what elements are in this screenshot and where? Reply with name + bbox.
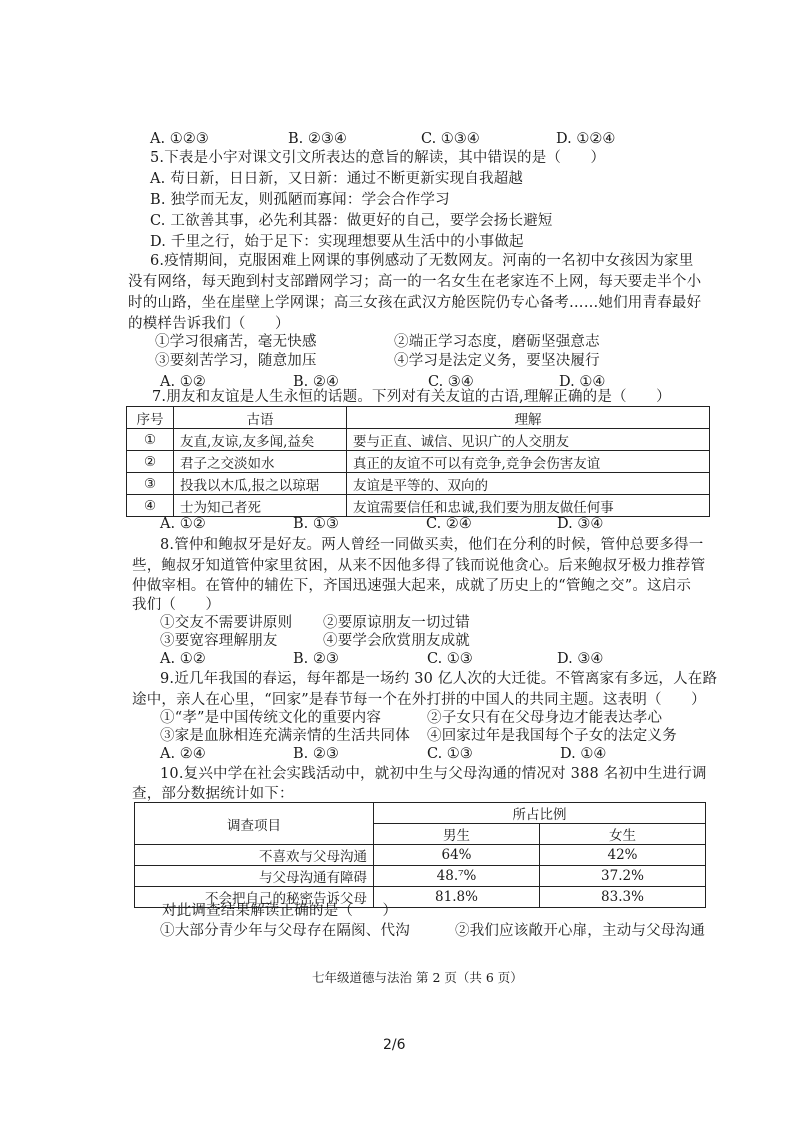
table-cell: 与父母沟通有障碍 — [135, 866, 374, 887]
q6-option-b: B. ②④ — [293, 374, 339, 390]
table-cell: 42% — [540, 845, 706, 866]
q6-stem-line: 没有网络，每天跑到村支部蹭网学习；高一的一名女生在老家连不上网，每天要走半个小 — [128, 274, 702, 290]
q10-item-2: ②我们应该敞开心扉，主动与父母沟通 — [455, 923, 705, 939]
q5-option-b: B. 独学而无友，则孤陋而寡闻：学会合作学习 — [150, 192, 450, 208]
table-header: 所占比例 — [374, 803, 706, 824]
table-row — [135, 845, 706, 866]
q8-item-2: ②要原谅朋友一切过错 — [323, 615, 470, 631]
table-header: 男生 — [374, 824, 540, 845]
q7-option-a: A. ①② — [160, 516, 206, 532]
q5-option-d: D. 千里之行，始于足下：实现理想要从生活中的小事做起 — [150, 234, 524, 250]
table-header: 调查项目 — [135, 803, 374, 845]
table-cell: ② — [127, 451, 174, 473]
q9-option-c: C. ①③ — [427, 746, 473, 762]
table-cell: 37.2% — [540, 866, 706, 887]
q7-option-d: D. ③④ — [557, 516, 604, 532]
table-header-row — [127, 407, 710, 429]
table-header: 理解 — [347, 407, 710, 429]
q8-item-3: ③要宽容理解朋友 — [160, 633, 278, 649]
table-cell: 友谊需要信任和忠诚,我们要为朋友做任何事 — [347, 495, 710, 517]
q9-item-2: ②子女只有在父母身边才能表达孝心 — [427, 710, 663, 726]
table-row — [127, 451, 710, 473]
q6-item-4: ④学习是法定义务，要坚决履行 — [394, 353, 600, 369]
q7-option-b: B. ①③ — [293, 516, 339, 532]
q7-table — [126, 406, 710, 517]
table-cell: 士为知己者死 — [174, 495, 347, 517]
table-row — [127, 495, 710, 517]
q8-option-c: C. ①③ — [427, 651, 473, 667]
q9-option-a: A. ②④ — [160, 746, 206, 762]
q6-option-c: C. ③④ — [428, 374, 474, 390]
q6-stem-line: 时的山路，坐在崖壁上学网课；高三女孩在武汉方舱医院仍专心备考……她们用青春最好 — [128, 295, 702, 311]
q6-item-3: ③要刻苦学习，随意加压 — [155, 353, 317, 369]
q9-stem-line: 9.近几年我国的春运，每年都是一场约 30 亿人次的大迁徙。不管离家有多远，人在路 — [160, 671, 718, 687]
table-cell: 48.⁷% — [374, 866, 540, 887]
q9-option-b: B. ②③ — [293, 746, 339, 762]
q4-option-a: A. ①②③ — [150, 131, 209, 147]
q4-option-d: D. ①②④ — [556, 131, 616, 147]
q8-item-4: ④要学会欣赏朋友成就 — [323, 633, 470, 649]
q4-option-c: C. ①③④ — [421, 131, 480, 147]
table-header: 古语 — [174, 407, 347, 429]
q6-option-a: A. ①② — [160, 374, 206, 390]
q9-option-d: D. ①④ — [560, 746, 607, 762]
table-cell: 83.3% — [540, 887, 706, 908]
q6-stem-line: 的模样告诉我们（ ） — [128, 316, 290, 332]
table-cell: 64% — [374, 845, 540, 866]
q10-stem-line: 10.复兴中学在社会实践活动中，就初中生与父母沟通的情况对 388 名初中生进行调 — [160, 766, 707, 782]
q6-item-1: ①学习很痛苦，毫无快感 — [155, 334, 317, 350]
page-number: 2/6 — [383, 1037, 406, 1053]
table-cell: 要与正直、诚信、见识广的人交朋友 — [347, 429, 710, 451]
q6-option-d: D. ①④ — [559, 374, 606, 390]
q5-option-a: A. 苟日新，日日新，又日新：通过不断更新实现自我超越 — [150, 171, 524, 187]
q9-stem-line: 途中，亲人在心里，“回家”是春节每一个在外打拼的中国人的共同主题。这表明（ ） — [132, 692, 706, 708]
q10-item-1: ①大部分青少年与父母存在隔阂、代沟 — [160, 923, 410, 939]
q9-item-3: ③家是血脉相连充满亲情的生活共同体 — [160, 728, 410, 744]
table-cell: 81.8% — [374, 887, 540, 908]
table-cell: ④ — [127, 495, 174, 517]
table-cell: ① — [127, 429, 174, 451]
table-header: 序号 — [127, 407, 174, 429]
table-cell: 友直,友谅,友多闻,益矣 — [174, 429, 347, 451]
q9-item-1: ①“孝”是中国传统文化的重要内容 — [160, 710, 382, 726]
table-cell: 不会把自己的秘密告诉父母 — [135, 887, 374, 908]
q8-option-d: D. ③④ — [557, 651, 604, 667]
table-cell: 投我以木瓜,报之以琼琚 — [174, 473, 347, 495]
q8-stem-line: 8.管仲和鲍叔牙是好友。两人曾经一同做买卖，他们在分利的时候，管仲总要多得一 — [160, 537, 704, 553]
q8-stem-line: 我们（ ） — [132, 597, 221, 613]
q8-stem-line: 仲做宰相。在管仲的辅佐下，齐国迅速强大起来，成就了历史上的“管鲍之交”。这启示 — [132, 578, 692, 594]
q10-stem-line: 查，部分数据统计如下： — [132, 786, 294, 802]
table-header-row — [135, 803, 706, 824]
table-row — [127, 473, 710, 495]
table-cell: 友谊是平等的、双向的 — [347, 473, 710, 495]
q7-stem: 7.朋友和友谊是人生永恒的话题。下列对有关友谊的古语,理解正确的是（ ） — [152, 389, 671, 405]
table-cell: 君子之交淡如水 — [174, 451, 347, 473]
q5-stem: 5.下表是小宇对课文引文所表达的意旨的解读，其中错误的是（ ） — [150, 150, 606, 166]
q6-item-2: ②端正学习态度，磨砺坚强意志 — [394, 334, 600, 350]
q8-item-1: ①交友不需要讲原则 — [160, 615, 293, 631]
table-cell: 不喜欢与父母沟通 — [135, 845, 374, 866]
table-row — [135, 866, 706, 887]
page-footer: 七年级道德与法治 第 2 页（共 6 页） — [312, 970, 523, 985]
q10-survey-table — [134, 802, 706, 908]
q4-option-b: B. ②③④ — [288, 131, 347, 147]
q8-stem-line: 些，鲍叔牙知道管仲家里贫困，从来不因他多得了钱而说他贪心。后来鲍叔牙极力推荐管 — [132, 558, 706, 574]
q8-option-a: A. ①② — [160, 651, 206, 667]
table-cell: ③ — [127, 473, 174, 495]
q10-question: 对此调查结果解读正确的是（ ） — [162, 903, 398, 919]
table-row — [127, 429, 710, 451]
table-cell: 真正的友谊不可以有竞争,竞争会伤害友谊 — [347, 451, 710, 473]
q7-option-c: C. ②④ — [426, 516, 472, 532]
table-header: 女生 — [540, 824, 706, 845]
q8-option-b: B. ②③ — [293, 651, 339, 667]
q6-stem-line: 6.疫情期间，克服困难上网课的事例感动了无数网友。河南的一名初中女孩因为家里 — [150, 253, 694, 269]
q5-option-c: C. 工欲善其事，必先利其器：做更好的自己，要学会扬长避短 — [150, 213, 553, 229]
q9-item-4: ④回家过年是我国每个子女的法定义务 — [427, 728, 677, 744]
